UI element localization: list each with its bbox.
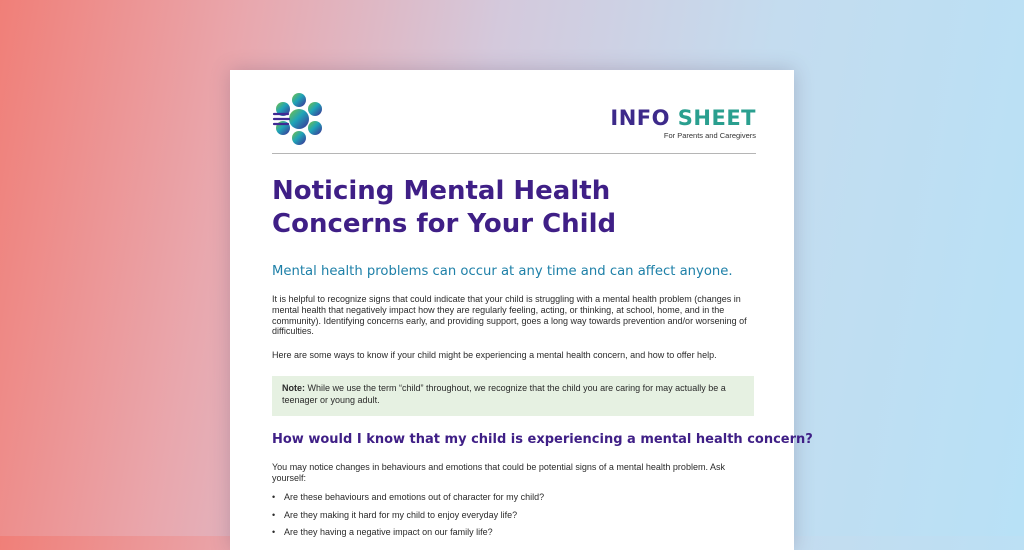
list-item: • Are they having a negative impact on our family life? — [272, 527, 544, 545]
info-sheet-page — [230, 70, 813, 550]
section-heading: How would I know that my child is experiencing a mental health concern? — [272, 432, 813, 447]
note-box — [272, 376, 754, 416]
note-text: While we use the term “child” throughout, we recognize that the child you are caring for may actually be a teenager or young adult. — [282, 383, 726, 405]
ways-paragraph: Here are some ways to know if your child might be experiencing a mental health concern, and how to offer help. — [272, 350, 717, 360]
header-divider — [272, 153, 756, 154]
title-line-1: Noticing Mental Health — [272, 176, 611, 206]
list-item: • Are they making it hard for my child to enjoy everyday life? — [272, 510, 544, 528]
brand-word-sheet: SHEET — [677, 106, 756, 130]
list-item: • Are these behaviours and emotions out of character for my child? — [272, 492, 544, 510]
brand-subtitle: For Parents and Caregivers — [663, 131, 756, 140]
title-line-2: Concerns for Your Child — [272, 209, 617, 239]
intro-paragraph: It is helpful to recognize signs that could indicate that your child is struggling with a mental health problem (changes in mental health that negatively impact how they are regularly feeling, acting, or thinking, at school, home, and in the community). Identifying concerns early, and providing support, goes a long way towards prevention and/or worsening of difficulties. — [272, 294, 747, 337]
changes-paragraph: You may notice changes in behaviours and emotions that could be potential signs of a mental health problem. Ask yourself: — [272, 462, 725, 483]
brand-title — [610, 106, 756, 130]
note-label: Note: — [282, 383, 305, 393]
asterisk-flower-logo — [272, 92, 326, 146]
brand-word-info: INFO — [610, 106, 670, 130]
document-subtitle: Mental health problems can occur at any time and can affect anyone. — [272, 264, 733, 279]
info-sheet-brand — [610, 106, 756, 140]
question-list — [272, 492, 544, 545]
document-title — [272, 175, 752, 241]
